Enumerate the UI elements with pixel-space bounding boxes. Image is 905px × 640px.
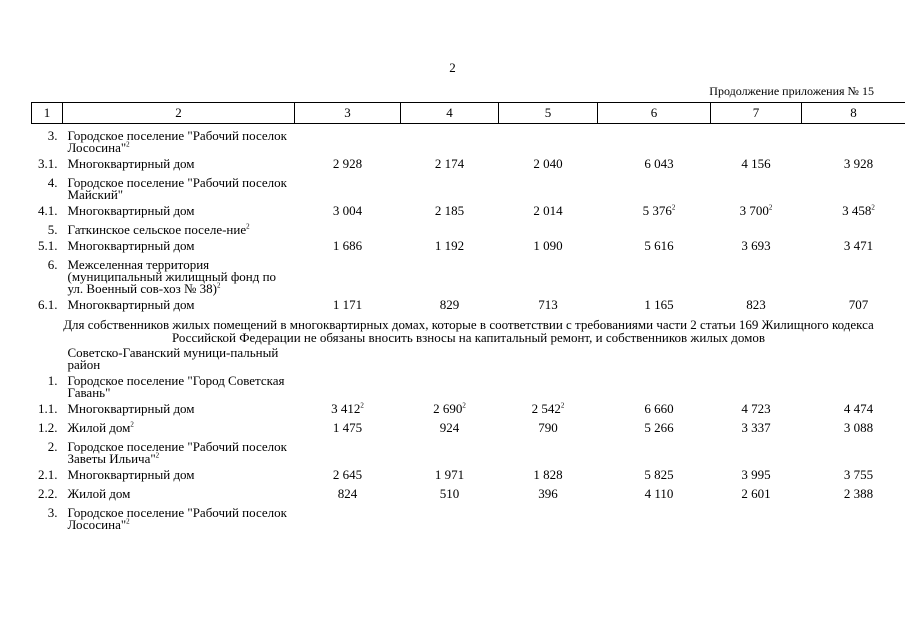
table-header-row xyxy=(32,103,905,124)
value-cell xyxy=(401,439,499,467)
cell-value: 1 971 xyxy=(434,467,465,482)
value-cell xyxy=(711,222,802,238)
row-name-cell xyxy=(63,401,295,420)
column-header: 2 xyxy=(63,103,295,124)
value-cell xyxy=(401,222,499,238)
row-name: Многоквартирный дом xyxy=(67,238,195,253)
value-cell xyxy=(295,373,401,401)
value-cell xyxy=(295,420,401,439)
value-cell xyxy=(802,439,905,467)
row-number: 4. xyxy=(47,175,58,190)
row-name-cell xyxy=(63,420,295,439)
row-name: Многоквартирный дом xyxy=(67,203,195,218)
value-cell xyxy=(711,467,802,486)
value-cell xyxy=(802,401,905,420)
column-header: 5 xyxy=(499,103,598,124)
value-cell xyxy=(401,238,499,257)
value-cell xyxy=(499,222,598,238)
tariff-table xyxy=(31,102,905,533)
value-cell xyxy=(711,156,802,175)
value-cell xyxy=(802,297,905,316)
value-cell xyxy=(598,175,711,203)
cell-value: 5 376 xyxy=(642,203,672,218)
cell-value: 790 xyxy=(538,420,558,435)
value-cell xyxy=(295,467,401,486)
value-cell xyxy=(401,156,499,175)
value-cell xyxy=(401,420,499,439)
value-cell xyxy=(598,345,711,373)
cell-value: 3 471 xyxy=(843,238,874,253)
table-group-row xyxy=(32,128,905,156)
footnote-mark: 2 xyxy=(216,281,221,290)
value-cell xyxy=(499,203,598,222)
row-name: Многоквартирный дом xyxy=(67,297,195,312)
table-row xyxy=(32,238,905,257)
row-name-cell xyxy=(63,486,295,505)
cell-value: 1 090 xyxy=(533,238,563,253)
cell-value: 5 825 xyxy=(644,467,674,482)
cell-value: 3 004 xyxy=(332,203,363,218)
value-cell xyxy=(711,257,802,297)
value-cell xyxy=(802,128,905,156)
value-cell xyxy=(598,238,711,257)
cell-value: 4 474 xyxy=(843,401,874,416)
row-name: Многоквартирный дом xyxy=(67,401,195,416)
row-name: Городское поселение "Рабочий поселок Лососина" xyxy=(67,128,287,155)
cell-value: 824 xyxy=(337,486,358,501)
cell-value: 707 xyxy=(848,297,869,312)
row-number: 3. xyxy=(47,128,58,143)
cell-value: 2 388 xyxy=(843,486,874,501)
cell-value: 2 690 xyxy=(433,401,463,416)
value-cell xyxy=(711,203,802,222)
value-cell xyxy=(802,175,905,203)
cell-value: 6 043 xyxy=(644,156,674,171)
footnote-mark: 2 xyxy=(560,401,565,410)
row-name-cell xyxy=(63,505,295,533)
row-number: 2.1. xyxy=(38,467,58,482)
footnote-mark: 2 xyxy=(130,420,134,429)
row-name: Городское поселение "Город Советская Гавань" xyxy=(67,373,285,400)
table-row xyxy=(32,467,905,486)
value-cell xyxy=(711,373,802,401)
value-cell xyxy=(295,156,401,175)
row-name-cell xyxy=(63,222,295,238)
row-name-cell xyxy=(63,345,295,373)
value-cell xyxy=(711,439,802,467)
cell-value: 1 171 xyxy=(332,297,363,312)
footnote-mark: 2 xyxy=(246,222,250,231)
table-group-row xyxy=(32,373,905,401)
row-number: 3.1. xyxy=(38,156,58,171)
footnote-mark: 2 xyxy=(871,203,875,212)
footnote-mark: 2 xyxy=(126,140,130,149)
row-name: Советско-Гаванский муници-пальный район xyxy=(67,345,279,372)
cell-value: 1 192 xyxy=(434,238,465,253)
cell-value: 3 412 xyxy=(331,401,361,416)
footnote-mark: 2 xyxy=(126,517,130,526)
value-cell xyxy=(499,175,598,203)
value-cell xyxy=(802,467,905,486)
cell-value: 3 755 xyxy=(843,467,874,482)
cell-value: 829 xyxy=(439,297,460,312)
cell-value: 1 686 xyxy=(332,238,363,253)
value-cell xyxy=(499,373,598,401)
table-group-row xyxy=(32,257,905,297)
value-cell xyxy=(802,156,905,175)
value-cell xyxy=(802,486,905,505)
value-cell xyxy=(295,439,401,467)
value-cell xyxy=(598,128,711,156)
row-name-cell xyxy=(63,238,295,257)
cell-value: 3 700 xyxy=(739,203,769,218)
cell-value: 4 723 xyxy=(741,401,771,416)
value-cell xyxy=(711,486,802,505)
row-name-cell xyxy=(63,203,295,222)
column-header: 1 xyxy=(32,103,63,124)
value-cell xyxy=(598,486,711,505)
column-header: 8 xyxy=(802,103,905,124)
row-name: Жилой дом xyxy=(67,420,131,435)
column-header: 3 xyxy=(295,103,401,124)
cell-value: 2 645 xyxy=(332,467,363,482)
footnote-mark: 2 xyxy=(671,203,676,212)
cell-value: 6 660 xyxy=(644,401,674,416)
value-cell xyxy=(401,505,499,533)
row-number: 6.1. xyxy=(38,297,58,312)
cell-value: 2 174 xyxy=(434,156,465,171)
row-name: Городское поселение "Рабочий поселок Лососина" xyxy=(67,505,287,532)
cell-value: 396 xyxy=(538,486,558,501)
value-cell xyxy=(598,222,711,238)
column-header: 6 xyxy=(598,103,711,124)
value-cell xyxy=(295,505,401,533)
cell-value: 3 088 xyxy=(843,420,874,435)
value-cell xyxy=(802,373,905,401)
value-cell xyxy=(598,297,711,316)
cell-value: 2 040 xyxy=(533,156,563,171)
row-number: 4.1. xyxy=(38,203,58,218)
value-cell xyxy=(711,345,802,373)
value-cell xyxy=(295,401,401,420)
row-name: Многоквартирный дом xyxy=(67,156,195,171)
value-cell xyxy=(802,420,905,439)
value-cell xyxy=(598,420,711,439)
row-name-cell xyxy=(63,128,295,156)
row-name-cell xyxy=(63,439,295,467)
value-cell xyxy=(295,222,401,238)
value-cell xyxy=(711,420,802,439)
row-name: Гаткинское сельское поселе-ние xyxy=(67,222,247,237)
value-cell xyxy=(295,257,401,297)
table-group-row xyxy=(32,222,905,238)
row-name: Многоквартирный дом xyxy=(67,467,195,482)
table-row xyxy=(32,203,905,222)
value-cell xyxy=(598,467,711,486)
cell-value: 2 928 xyxy=(332,156,363,171)
row-name-cell xyxy=(63,156,295,175)
value-cell xyxy=(499,297,598,316)
row-name-cell xyxy=(63,373,295,401)
table-group-row xyxy=(32,175,905,203)
table-group-row xyxy=(32,439,905,467)
value-cell xyxy=(401,486,499,505)
row-name-cell xyxy=(63,297,295,316)
continuation-caption: Продолжение приложения № 15 xyxy=(709,84,874,98)
value-cell xyxy=(401,257,499,297)
value-cell xyxy=(598,505,711,533)
value-cell xyxy=(598,439,711,467)
cell-value: 3 928 xyxy=(843,156,874,171)
value-cell xyxy=(499,505,598,533)
table-row xyxy=(32,297,905,316)
row-number: 6. xyxy=(47,257,58,272)
cell-value: 2 542 xyxy=(531,401,561,416)
cell-value: 3 693 xyxy=(741,238,771,253)
footnote-mark: 2 xyxy=(155,451,160,460)
table-row xyxy=(32,401,905,420)
value-cell xyxy=(401,345,499,373)
table-row xyxy=(32,486,905,505)
value-cell xyxy=(499,257,598,297)
cell-value: 2 185 xyxy=(434,203,465,218)
value-cell xyxy=(711,297,802,316)
value-cell xyxy=(401,297,499,316)
value-cell xyxy=(401,203,499,222)
row-number: 2.2. xyxy=(38,486,58,501)
cell-value: 1 475 xyxy=(332,420,363,435)
footnote-mark: 2 xyxy=(360,401,364,410)
value-cell xyxy=(295,486,401,505)
column-header: 7 xyxy=(711,103,802,124)
value-cell xyxy=(711,175,802,203)
value-cell xyxy=(499,345,598,373)
value-cell xyxy=(295,345,401,373)
row-number: 3. xyxy=(47,505,58,520)
value-cell xyxy=(295,175,401,203)
value-cell xyxy=(598,257,711,297)
value-cell xyxy=(499,467,598,486)
row-name: Межселенная территория (муниципальный жилищный фонд по ул. Военный сов-хоз № 38) xyxy=(67,257,277,296)
value-cell xyxy=(802,222,905,238)
footnote-mark: 2 xyxy=(462,401,466,410)
cell-value: 3 458 xyxy=(842,203,872,218)
cell-value: 5 616 xyxy=(644,238,674,253)
cell-value: 3 995 xyxy=(741,467,771,482)
row-number: 5.1. xyxy=(38,238,58,253)
value-cell xyxy=(598,373,711,401)
cell-value: 4 156 xyxy=(741,156,771,171)
cell-value: 2 014 xyxy=(533,203,563,218)
cell-value: 3 337 xyxy=(741,420,771,435)
row-number: 5. xyxy=(47,222,58,237)
column-header: 4 xyxy=(401,103,499,124)
value-cell xyxy=(295,203,401,222)
footnote-mark: 2 xyxy=(768,203,773,212)
value-cell xyxy=(499,420,598,439)
value-cell xyxy=(598,203,711,222)
cell-value: 510 xyxy=(439,486,460,501)
cell-value: 2 601 xyxy=(741,486,771,501)
cell-value: 1 165 xyxy=(644,297,674,312)
table-row xyxy=(32,156,905,175)
value-cell xyxy=(802,257,905,297)
row-name: Городское поселение "Рабочий поселок Заветы Ильича" xyxy=(67,439,287,466)
row-number: 1.2. xyxy=(38,420,58,435)
value-cell xyxy=(802,505,905,533)
cell-value: 713 xyxy=(538,297,558,312)
row-name-cell xyxy=(63,175,295,203)
value-cell xyxy=(499,128,598,156)
value-cell xyxy=(499,401,598,420)
row-name-cell xyxy=(63,257,295,297)
value-cell xyxy=(295,297,401,316)
value-cell xyxy=(499,238,598,257)
cell-value: 5 266 xyxy=(644,420,674,435)
cell-value: 924 xyxy=(439,420,460,435)
value-cell xyxy=(711,128,802,156)
table-group-row xyxy=(32,345,905,373)
row-name: Жилой дом xyxy=(67,486,131,501)
table-row xyxy=(32,420,905,439)
value-cell xyxy=(401,373,499,401)
value-cell xyxy=(598,156,711,175)
value-cell xyxy=(802,345,905,373)
row-number: 1. xyxy=(47,373,58,388)
value-cell xyxy=(401,128,499,156)
value-cell xyxy=(499,156,598,175)
value-cell xyxy=(598,401,711,420)
value-cell xyxy=(711,505,802,533)
value-cell xyxy=(401,175,499,203)
page-number: 2 xyxy=(449,60,456,75)
value-cell xyxy=(295,238,401,257)
value-cell xyxy=(711,238,802,257)
section-note-row xyxy=(32,316,905,345)
row-name-cell xyxy=(63,467,295,486)
cell-value: 4 110 xyxy=(644,486,674,501)
section-note: Для собственников жилых помещений в многоквартирных домах, которые в соответствии с требованиями части 2 статьи 169 Жилищного кодекса Российской Федерации не обязаны вносить взносы на капитальный ремонт, и собственников жилых домов xyxy=(63,317,874,345)
value-cell xyxy=(401,467,499,486)
value-cell xyxy=(401,401,499,420)
row-number: 2. xyxy=(47,439,58,454)
row-number: 1.1. xyxy=(38,401,58,416)
cell-value: 823 xyxy=(746,297,766,312)
value-cell xyxy=(802,238,905,257)
cell-value: 1 828 xyxy=(533,467,563,482)
row-number xyxy=(32,345,63,373)
table-group-row xyxy=(32,505,905,533)
value-cell xyxy=(802,203,905,222)
value-cell xyxy=(295,128,401,156)
value-cell xyxy=(711,401,802,420)
value-cell xyxy=(499,486,598,505)
row-name: Городское поселение "Рабочий поселок Майский" xyxy=(67,175,287,202)
value-cell xyxy=(499,439,598,467)
